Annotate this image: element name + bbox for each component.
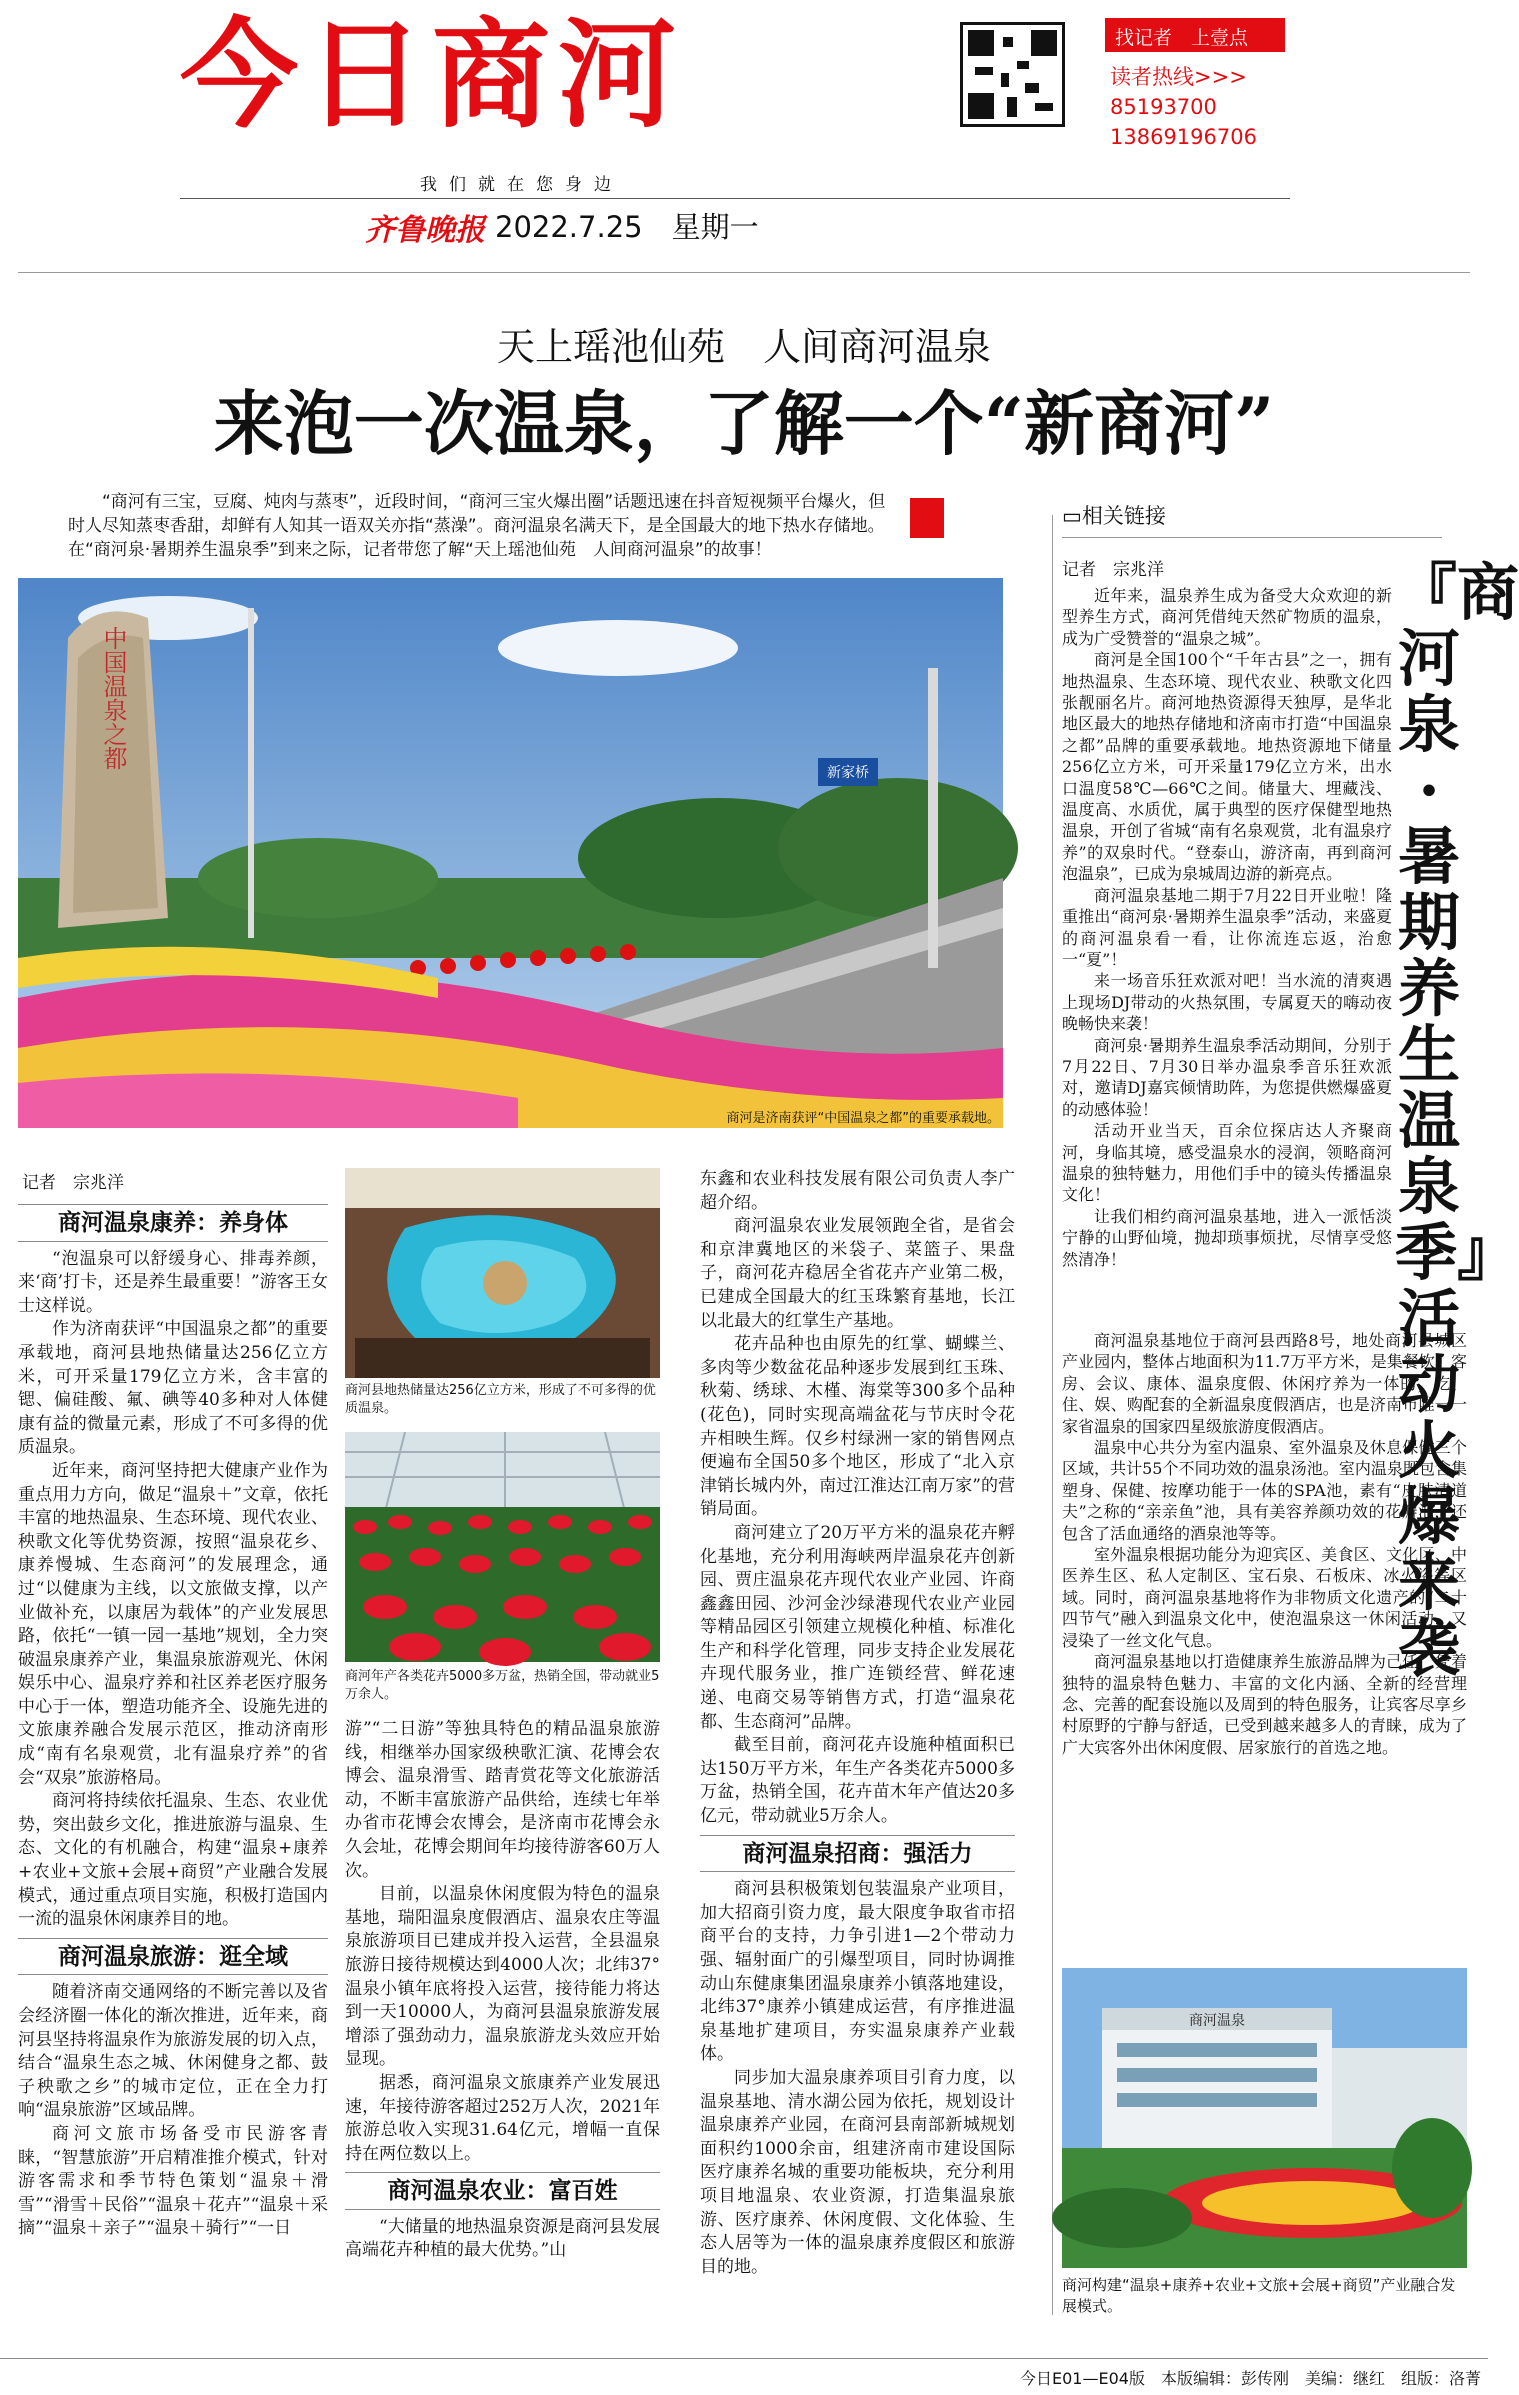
- related-divider: [1062, 537, 1442, 538]
- brand-logo: 齐鲁晚报: [365, 213, 485, 248]
- paragraph: “大储量的地热温泉资源是商河县发展高端花卉种植的最大优势。”山: [345, 2216, 660, 2261]
- paragraph: 据悉，商河温泉文旅康养产业发展迅速，年接待游客超过252万人次，2021年旅游总收入实现31.64亿元，增幅一直保持在两位数以上。: [345, 2072, 660, 2164]
- paragraph: 让我们相约商河温泉基地，进入一派恬淡宁静的山野仙境，抛却琐事烦扰，尽情享受悠然清净！: [1062, 1206, 1392, 1269]
- paragraph: 作为济南获评“中国温泉之都”的重要承载地，商河县地热储量达256亿立方米，可开采量179亿立方米，含丰富的锶、偏硅酸、氟、碘等40多种对人体健康有益的微量元素，形成了不可多得的优质温泉。: [18, 1319, 328, 1458]
- pool-photo: [345, 1168, 660, 1378]
- building-sign: 商河温泉: [1189, 2013, 1245, 2029]
- footer-credits: 今日E01—E04版 本版编辑：彭传刚 美编：继红 组版：洛菁: [1020, 2369, 1481, 2388]
- paragraph: 截至目前，商河花卉设施种植面积已达150万平方米，年生产各类花卉5000多万盆，热销全国，花卉苗木年产值达20多亿元，带动就业5万余人。: [700, 1735, 1015, 1827]
- paragraph: 商河温泉基地二期于7月22日开业啦！隆重推出“商河泉·暑期养生温泉季”活动，来盛夏的商河温泉看一看，让你流连忘返，治愈一“夏”！: [1062, 885, 1392, 969]
- paragraph: 近年来，温泉养生成为备受大众欢迎的新型养生方式，商河凭借纯天然矿物质的温泉，成为广受赞誉的“温泉之城”。: [1062, 586, 1392, 648]
- paragraph: 随着济南交通网络的不断完善以及省会经济圈一体化的渐次推进，近年来，商河县坚持将温泉作为旅游发展的切入点，结合“温泉生态之城、休闲健身之都、鼓子秧歌之乡”的城市定位，正在全力打响“温泉旅游”区域品牌。: [18, 1982, 328, 2121]
- column-2: [345, 1718, 660, 2263]
- paragraph: 游”“二日游”等独具特色的精品温泉旅游线，相继举办国家级秧歌汇演、花博会农博会、温泉滑雪、踏青赏花等文化旅游活动，不断丰富旅游产品供给，连续七年举办省市花博会农博会，是济南市花博会永久会址，花博会期间年均接待游客60万人次。: [345, 1719, 660, 1881]
- related-link-label: ▭相关链接: [1062, 504, 1166, 528]
- paragraph: 目前，以温泉休闲度假为特色的温泉基地，瑞阳温泉度假酒店、温泉农庄等温泉旅游项目已建成并投入运营，全县温泉旅游日接待规模达到4000人次；北纬37°温泉小镇年底将投入运营，接待能力将达到一天10000人，为商河县温泉旅游发展增添了强劲动力，温泉旅游龙头效应开始显现。: [345, 1884, 660, 2070]
- weekday: 星期一: [671, 210, 759, 244]
- hotline-label: 读者热线>>>: [1110, 65, 1247, 89]
- paragraph: 东鑫和农业科技发展有限公司负责人李广超介绍。: [700, 1169, 1015, 1213]
- footer-divider: [0, 2358, 1488, 2359]
- top-divider: [18, 272, 1470, 273]
- section-heading: 商河温泉农业：富百姓: [345, 2172, 660, 2210]
- right-column: [1062, 585, 1392, 1270]
- masthead-divider: [180, 198, 1290, 199]
- quote-mark-icon: [910, 498, 944, 538]
- column-divider: [1052, 515, 1053, 2315]
- paragraph: 商河文旅市场备受市民游客青睐，“智慧旅游”开启精准推介模式，针对游客需求和季节特色策划“温泉＋滑雪”“滑雪＋民俗”“温泉＋花卉”“温泉＋采摘”“温泉＋亲子”“温泉＋骑行”“一日: [18, 2123, 328, 2239]
- main-photo: [18, 578, 1003, 1128]
- paragraph: 商河建立了20万平方米的温泉花卉孵化基地，充分利用海峡两岸温泉花卉创新园、贾庄温泉花卉现代农业产业园、许商鑫鑫田园、沙河金沙绿港现代农业产业园等精品园区引领建立规模化种植、标准化生产和科学化管理，同步支持企业发展花卉现代服务业，推广连锁经营、鲜花速递、电商交易等销售方式，打造“温泉花都、生态商河”品牌。: [700, 1522, 1015, 1732]
- paragraph: 商河温泉农业发展领跑全省，是省会和京津冀地区的米袋子、菜篮子、果盘子，商河花卉稳居全省花卉产业第二极，已建成全国最大的红玉珠繁育基地，长江以北最大的红掌生产基地。: [700, 1216, 1015, 1331]
- section-heading: 商河温泉康养：养身体: [18, 1204, 328, 1242]
- paragraph: 商河温泉基地位于商河县西路8号，地处商河县城区产业园内，整体占地面积为11.7万平方米，是集餐饮、客房、会议、康体、温泉度假、休闲疗养为一体的，吃、住、娱、购配套的全新温泉度假酒店，也是济南市唯一一家省温泉的国家四星级旅游度假酒店。: [1062, 1331, 1467, 1436]
- byline: 记者 宗兆洋: [22, 1173, 124, 1193]
- paragraph: “泡温泉可以舒缓身心、排毒养颜，来‘商’打卡，还是养生最重要！”游客王女士这样说。: [18, 1248, 328, 1316]
- right-column-lower: [1062, 1330, 1467, 1758]
- article-intro: “商河有三宝，豆腐、炖肉与蒸枣”，近段时间，“商河三宝火爆出圈”话题迅速在抖音短视频平台爆火，但时人尽知蒸枣香甜，却鲜有人知其一语双关亦指“蒸澡”。商河温泉名满天下，是全国最大的地下热水存储地。在“商河泉·暑期养生温泉季”到来之际，记者带您了解“天上瑶池仙苑 人间商河温泉”的故事！: [68, 492, 886, 560]
- masthead-title: 今日商河: [180, 6, 685, 144]
- paragraph: 商河县积极策划包装温泉产业项目，加大招商引资力度，最大限度争取省市招商平台的支持，力争引进1—2个带动力强、辐射面广的引爆型项目，同时协调推动山东健康集团温泉康养小镇落地建设，北纬37°康养小镇建成运营，有序推进温泉基地扩建项目，夯实温泉康养产业载体。: [700, 1879, 1015, 2065]
- building-photo: [1062, 1968, 1467, 2268]
- article-kicker: 天上瑶池仙苑 人间商河温泉: [496, 325, 991, 369]
- paragraph: 花卉品种也由原先的红掌、蝴蝶兰、多肉等少数盆花品种逐步发展到红玉珠、秋菊、绣球、木槿、海棠等300多个品种(花色)，同时实现高端盆花与节庆时令花卉相映生辉。仅乡村绿洲一家的销售网点便遍布全国50多个地区，形成了“北入京津销长城内外，南过江淮达江南万家”的营销局面。: [700, 1334, 1015, 1520]
- square-icon: ▭: [1062, 504, 1082, 528]
- flowers-photo-caption: 商河年产各类花卉5000多万盆，热销全国，带动就业5万余人。: [345, 1669, 660, 1702]
- article-headline: 来泡一次温泉，了解一个“新商河”: [213, 382, 1275, 465]
- paragraph: 同步加大温泉康养项目引育力度，以温泉基地、清水湖公园为依托，规划设计温泉康养产业园，在商河县南部新城规划面积约1000余亩，组建济南市建设国际医疗康养名城的重要功能板块，充分利用项目地温泉、农业资源，打造集温泉旅游、医疗康养、休闲度假、文化体验、生态人居等为一体的温泉康养度假区和旅游目的地。: [700, 2067, 1015, 2277]
- masthead-slogan: 我们就在您身边: [420, 175, 623, 195]
- building-photo-caption: 商河构建“温泉+康养+农业+文旅+会展+商贸”产业融合发展模式。: [1062, 2276, 1456, 2315]
- hotline-phone-2: 13869196706: [1110, 125, 1257, 149]
- paragraph: 活动开业当天，百余位探店达人齐聚商河，身临其境，感受温泉水的浸润，领略商河温泉的独特魅力，用他们手中的镜头传播温泉文化！: [1062, 1121, 1392, 1205]
- stone-inscription: 中国温泉之都: [99, 626, 127, 770]
- hotline-phone-1: 85193700: [1110, 95, 1217, 119]
- column-1: [18, 1198, 328, 2241]
- find-reporter-label: 找记者 上壹点: [1105, 18, 1285, 52]
- vertical-title: 『商河泉·暑期养生温泉季』活动火爆来袭: [1395, 556, 1519, 1685]
- paragraph: 商河泉·暑期养生温泉季活动期间，分别于7月22日、7月30日举办温泉季音乐狂欢派对，邀请DJ嘉宾倾情助阵，为您提供燃爆盛夏的动感体验！: [1062, 1035, 1392, 1119]
- reader-hotline: [1110, 62, 1257, 152]
- main-photo-caption: 商河是济南获评“中国温泉之都”的重要承载地。: [726, 1111, 1000, 1126]
- right-byline: 记者 宗兆洋: [1062, 560, 1164, 580]
- qr-code-icon[interactable]: [960, 22, 1065, 127]
- dateline: [495, 205, 759, 246]
- pool-photo-caption: 商河县地热储量达256亿立方米，形成了不可多得的优质温泉。: [345, 1383, 656, 1416]
- paragraph: 室外温泉根据功能分为迎宾区、美食区、文化区、中医养生区、私人定制区、宝石泉、石板床、冰火浴等区域。同时，商河温泉基地将作为非物质文化遗产的“二十四节气”融入到温泉文化中，使泡温泉这一休闲活动，又浸染了一丝文化气息。: [1062, 1545, 1467, 1650]
- paragraph: 来一场音乐狂欢派对吧！当水流的清爽遇上现场DJ带动的火热氛围，专属夏天的嗨动夜晚畅快来袭！: [1062, 971, 1392, 1034]
- paragraph: 商河将持续依托温泉、生态、农业优势，突出鼓乡文化，推进旅游与温泉、生态、文化的有机融合，构建“温泉+康养+农业+文旅+会展+商贸”产业融合发展模式，通过重点项目实施，积极打造国内一流的温泉休闲康养目的地。: [18, 1791, 328, 1930]
- date: 2022.7.25: [495, 210, 643, 244]
- flowers-photo: [345, 1432, 660, 1662]
- road-sign: 新家桥: [827, 765, 869, 781]
- section-heading: 商河温泉旅游：逛全域: [18, 1938, 328, 1976]
- section-heading: 商河温泉招商：强活力: [700, 1835, 1015, 1873]
- paragraph: 近年来，商河坚持把大健康产业作为重点用力方向，做足“温泉＋”文章，依托丰富的地热温泉、生态环境、现代农业、秧歌文化等优势资源，按照“温泉花乡、康养慢城、生态商河”的发展理念，通过“以健康为主线，以文旅做支撑，以产业做补充，以康居为载体”的产业发展思路，依托“一镇一园一基地”规划，全力突破温泉康养产业，集温泉旅游观光、休闲娱乐中心、温泉疗养和社区养老医疗服务中心于一体，塑造功能齐全、设施先进的文旅康养融合发展示范区，推动济南形成“南有名泉观赏，北有温泉疗养”的省会“双泉”旅游格局。: [18, 1460, 328, 1788]
- paragraph: 商河是全国100个“千年古县”之一，拥有地热温泉、生态环境、现代农业、秧歌文化四张靓丽名片。商河地热资源得天独厚，是华北地区最大的地热存储地和济南市打造“中国温泉之都”品牌的重要承载地。地热资源地下储量256亿立方米，可开采量179亿立方米，出水口温度58℃—66℃之间。储量大、埋藏浅、温度高、水质优，属于典型的医疗保健型地热温泉，开创了省城“南有名泉观赏，北有温泉疗养”的双泉时代。“登泰山，游济南，再到商河泡温泉”，已成为泉城周边游的新亮点。: [1062, 650, 1392, 884]
- paragraph: 商河温泉基地以打造健康养生旅游品牌为己任，凭着独特的温泉特色魅力、丰富的文化内涵、全新的经营理念、完善的配套设施以及周到的特色服务，让宾客尽享乡村原野的宁静与舒适，已受到越来越多人的青睐，成为了广大宾客外出休闲度假、居家旅行的首选之地。: [1062, 1652, 1467, 1757]
- column-3: [700, 1168, 1015, 2279]
- paragraph: 温泉中心共分为室内温泉、室外温泉及休息保健三个区域，共计55个不同功效的温泉汤池。室内温泉既包含集塑身、保健、按摩功能于一体的SPA池，素有“皮肤清道夫”之称的“亲亲鱼”池，具有美容养颜功效的花瓣池，还包含了活血通络的酒泉池等等。: [1062, 1438, 1467, 1543]
